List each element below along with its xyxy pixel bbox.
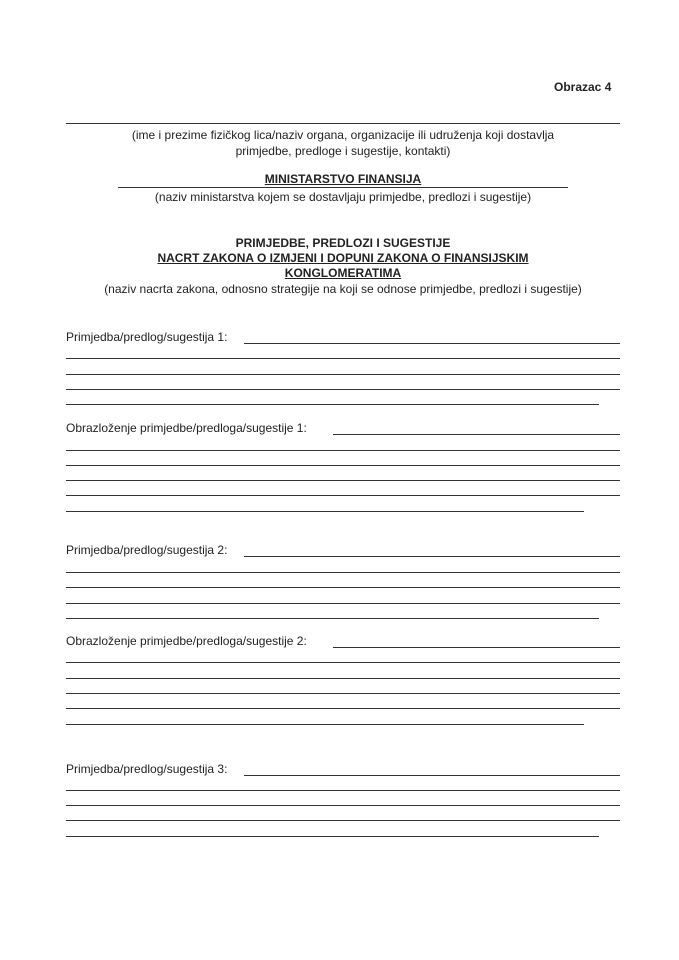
answer-line[interactable]: [66, 389, 620, 390]
answer-line[interactable]: [66, 374, 620, 375]
answer-line[interactable]: [333, 434, 620, 435]
section-label: Primjedba/predlog/sugestija 3:: [66, 762, 228, 776]
section-label: Primjedba/predlog/sugestija 2:: [66, 543, 228, 557]
ministry-name-field: [118, 172, 568, 188]
ministry-name: MINISTARSTVO FINANSIJA: [264, 172, 422, 186]
answer-line[interactable]: [66, 404, 599, 405]
answer-line[interactable]: [66, 708, 620, 709]
answer-line[interactable]: [66, 805, 620, 806]
answer-line[interactable]: [244, 556, 620, 557]
ministry-caption: (naziv ministarstva kojem se dostavljaju primjedbe, predlozi i sugestije): [154, 190, 532, 204]
answer-line[interactable]: [66, 465, 620, 466]
answer-line[interactable]: [66, 603, 620, 604]
submitter-caption-1: (ime i prezime fizičkog lica/naziv organa, organizacije ili udruženja koji dostavlja: [131, 128, 555, 142]
answer-line[interactable]: [66, 358, 620, 359]
law-caption: (naziv nacrta zakona, odnosno strategije na koji se odnose primjedbe, predlozi i sugestije): [104, 282, 582, 296]
answer-line[interactable]: [244, 775, 620, 776]
answer-line[interactable]: [66, 693, 620, 694]
answer-line[interactable]: [66, 618, 599, 619]
section-label: Primjedba/predlog/sugestija 1:: [66, 330, 228, 344]
answer-line[interactable]: [66, 678, 620, 679]
answer-line[interactable]: [66, 511, 584, 512]
document-title: PRIMJEDBE, PREDLOZI I SUGESTIJE: [235, 236, 451, 250]
section-label: Obrazloženje primjedbe/predloga/sugestije 1:: [66, 421, 307, 435]
answer-line[interactable]: [66, 572, 620, 573]
answer-line[interactable]: [333, 647, 620, 648]
law-name-line-1: NACRT ZAKONA O IZMJENI I DOPUNI ZAKONA O FINANSIJSKIM: [157, 251, 529, 265]
submitter-input-line[interactable]: [66, 123, 620, 124]
answer-line[interactable]: [66, 480, 620, 481]
answer-line[interactable]: [66, 820, 620, 821]
answer-line[interactable]: [66, 662, 620, 663]
answer-line[interactable]: [66, 724, 584, 725]
form-number: Obrazac 4: [554, 80, 612, 94]
submitter-caption-2: primjedbe, predloge i sugestije, kontakti): [235, 144, 451, 158]
law-name-line-2: KONGLOMERATIMA: [284, 266, 402, 280]
answer-line[interactable]: [66, 450, 620, 451]
answer-line[interactable]: [66, 790, 620, 791]
section-label: Obrazloženje primjedbe/predloga/sugestije 2:: [66, 634, 307, 648]
answer-line[interactable]: [244, 343, 620, 344]
answer-line[interactable]: [66, 836, 599, 837]
answer-line[interactable]: [66, 495, 620, 496]
answer-line[interactable]: [66, 587, 620, 588]
